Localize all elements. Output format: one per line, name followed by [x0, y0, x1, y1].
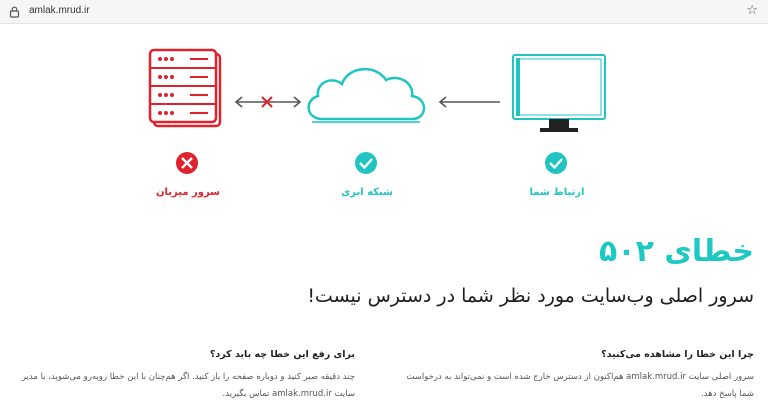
why-body: سرور اصلی سایت amlak.mrud.ir هم‌اکنون از دسترس خارج شده است و نمی‌تواند به درخواست شما پاسخ دهد. — [406, 372, 754, 399]
fix-title: برای رفع این خطا چه باید کرد؟ — [209, 349, 355, 360]
fix-body: چند دقیقه صبر کنید و دوباره صفحه را باز کنید. اگر هم‌چنان با این خطا روبه‌رو می‌شوید، با مدیر سایت amlak.mrud.ir تماس بگیرید. — [21, 372, 355, 399]
broken-link-arrow-icon — [236, 97, 300, 107]
check-connection-icon — [545, 152, 567, 174]
arrow-left-icon — [440, 97, 500, 107]
error-message: سرور اصلی وب‌سایت مورد نظر شما در دسترس نیست! — [307, 285, 754, 307]
star-icon[interactable]: ☆ — [746, 3, 758, 18]
lock-icon[interactable] — [9, 6, 20, 18]
status-diagram — [0, 24, 768, 224]
why-section — [394, 349, 754, 403]
why-title: چرا این خطا را مشاهده می‌کنید؟ — [601, 349, 754, 360]
error-code-title: خطای ۵۰۲ — [599, 234, 754, 269]
fix-section — [15, 349, 355, 403]
your-connection-label: ارتباط شما — [529, 187, 585, 198]
host-server-label: سرور میزبان — [155, 187, 221, 198]
monitor-icon — [513, 55, 605, 132]
cloud-icon — [309, 69, 424, 122]
check-cloud-icon — [355, 152, 377, 174]
cloud-network-label: شبکه ابری — [341, 187, 393, 198]
address-bar[interactable] — [0, 0, 768, 24]
error-status-icon — [176, 152, 198, 174]
server-icon — [150, 50, 220, 126]
url-text[interactable]: amlak.mrud.ir — [29, 5, 90, 16]
